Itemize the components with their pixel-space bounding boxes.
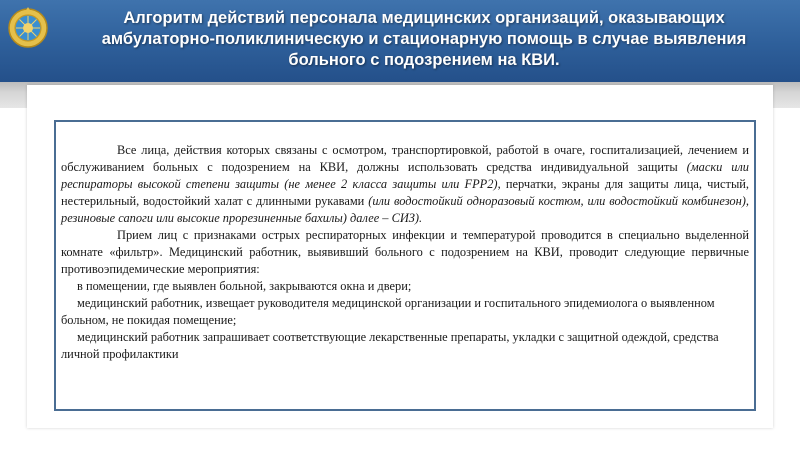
list-item-text: в помещении, где выявлен больной, закрываются окна и двери; (77, 279, 412, 293)
list-item-text: медицинский работник, извещает руководителя медицинской организации и госпитального эпидемиолога о выявленном больном, не покидая помещение; (61, 296, 715, 327)
title-line: амбулаторно-поликлиническую и стационарную помощь в случае выявления (101, 30, 747, 48)
list-item (61, 295, 749, 329)
paragraph-filter-room: Прием лиц с признаками острых респираторных инфекции и температурой проводится в специально выделенной комнате «фильтр». Медицинский работник, выявивший больного с подозрением на КВИ, проводит следующие первичные противоэпидемические мероприятия: (61, 228, 749, 276)
content-textbox (54, 120, 756, 411)
title-line: больного с подозрением на КВИ. (288, 51, 560, 69)
list-item (61, 278, 749, 295)
text-run-italic: (или водостойкий одноразовый костюм, или водостойкий комбинезон), резиновые сапоги или высокие прорезиненные бахилы) далее – СИЗ). (61, 194, 749, 225)
title-line: Алгоритм действий персонала медицинских организаций, оказывающих (123, 9, 725, 27)
kazakhstan-emblem-icon (8, 6, 48, 50)
body-text (61, 142, 749, 363)
list-item-text: медицинский работник запрашивает соответствующие лекарственные препараты, укладки с защитной одеждой, средства личной профилактики (61, 330, 719, 361)
paragraph-ppe (61, 142, 749, 227)
text-run: , перчатки, экраны для защиты лица, чистый, нестерильный, водостойкий халат с длинными рукавами (61, 177, 749, 208)
page-title (60, 8, 788, 71)
text-run: Все лица, действия которых связаны с осмотром, транспортировкой, работой в очаге, госпитализацией, лечением и обслуживанием больных с подозрением на КВИ, должны использовать средства индивидуальной защиты (61, 143, 749, 174)
list-item (61, 329, 749, 363)
text-run-italic: (маски или респираторы высокой степени защиты (не менее 2 класса защиты или FPP2) (61, 160, 749, 191)
slide-header (0, 0, 800, 82)
